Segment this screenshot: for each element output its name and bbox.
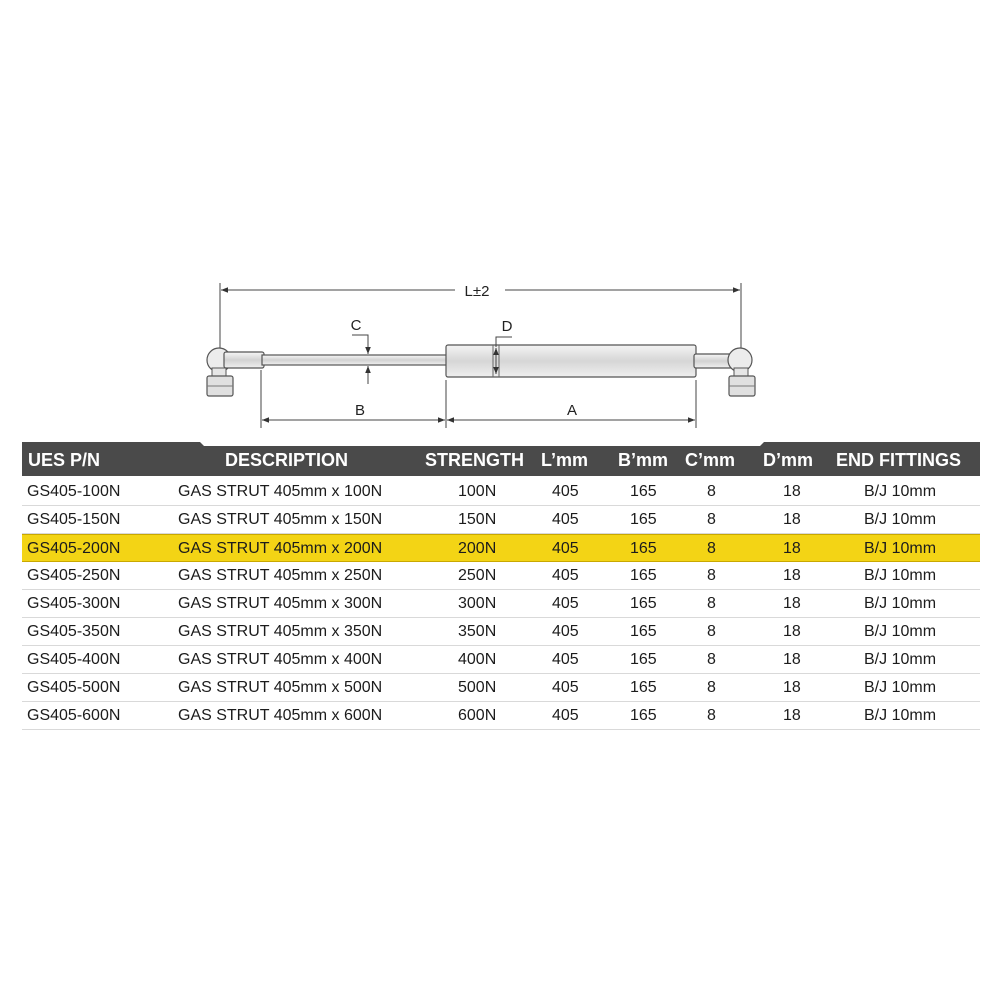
table-row bbox=[22, 646, 980, 674]
header-description: DESCRIPTION bbox=[225, 450, 349, 470]
description-cell: GAS STRUT 405mm x 500N bbox=[178, 679, 383, 696]
body-length-label: A bbox=[566, 402, 578, 419]
rod-diameter-dimension bbox=[351, 317, 368, 384]
d-mm-cell: 18 bbox=[783, 623, 801, 640]
l-mm-cell: 405 bbox=[552, 651, 579, 668]
description-cell: GAS STRUT 405mm x 100N bbox=[178, 483, 383, 500]
b-mm-cell: 165 bbox=[630, 483, 657, 500]
header-c-mm: C’mm bbox=[685, 450, 736, 470]
header-end-fittings: END FITTINGS bbox=[836, 450, 961, 470]
end-fittings-cell: B/J 10mm bbox=[864, 567, 937, 584]
c-mm-cell: 8 bbox=[707, 651, 716, 668]
part-number-cell: GS405-350N bbox=[27, 623, 121, 640]
rod-and-body-length-dimensions bbox=[261, 370, 696, 428]
l-mm-cell: 405 bbox=[552, 511, 579, 528]
c-mm-cell: 8 bbox=[707, 567, 716, 584]
b-mm-cell: 165 bbox=[630, 651, 657, 668]
header-strength: STRENGTH bbox=[425, 450, 524, 470]
piston-rod bbox=[262, 355, 448, 365]
strength-cell: 500N bbox=[458, 679, 497, 696]
right-end-fitting bbox=[694, 348, 755, 396]
header-b-mm: B’mm bbox=[618, 450, 669, 470]
b-mm-cell: 165 bbox=[630, 567, 657, 584]
table-body bbox=[22, 478, 980, 730]
strength-cell: 400N bbox=[458, 651, 497, 668]
d-mm-cell: 18 bbox=[783, 483, 801, 500]
strength-cell: 200N bbox=[458, 540, 497, 557]
description-cell: GAS STRUT 405mm x 400N bbox=[178, 651, 383, 668]
body-diameter-label: D bbox=[501, 318, 513, 335]
table-row bbox=[22, 618, 980, 646]
c-mm-cell: 8 bbox=[707, 595, 716, 612]
description-cell: GAS STRUT 405mm x 300N bbox=[178, 595, 383, 612]
strength-cell: 300N bbox=[458, 595, 497, 612]
end-fittings-cell: B/J 10mm bbox=[864, 623, 937, 640]
left-end-fitting bbox=[207, 348, 264, 396]
part-number-cell: GS405-150N bbox=[27, 511, 121, 528]
b-mm-cell: 165 bbox=[630, 679, 657, 696]
l-mm-cell: 405 bbox=[552, 623, 579, 640]
description-cell: GAS STRUT 405mm x 200N bbox=[178, 540, 383, 557]
cylinder-body bbox=[446, 345, 696, 377]
table-row bbox=[22, 674, 980, 702]
b-mm-cell: 165 bbox=[630, 595, 657, 612]
rod-length-label: B bbox=[354, 402, 366, 419]
header-d-mm: D’mm bbox=[763, 450, 814, 470]
part-number-cell: GS405-600N bbox=[27, 707, 121, 724]
b-mm-cell: 165 bbox=[630, 623, 657, 640]
strength-cell: 600N bbox=[458, 707, 497, 724]
l-mm-cell: 405 bbox=[552, 595, 579, 612]
end-fittings-cell: B/J 10mm bbox=[864, 595, 937, 612]
strength-cell: 100N bbox=[458, 483, 497, 500]
b-mm-cell: 165 bbox=[630, 540, 657, 557]
c-mm-cell: 8 bbox=[707, 540, 716, 557]
l-mm-cell: 405 bbox=[552, 540, 579, 557]
l-mm-cell: 405 bbox=[552, 483, 579, 500]
d-mm-cell: 18 bbox=[783, 679, 801, 696]
end-fittings-cell: B/J 10mm bbox=[864, 483, 937, 500]
part-number-cell: GS405-250N bbox=[27, 567, 121, 584]
l-mm-cell: 405 bbox=[552, 707, 579, 724]
part-number-cell: GS405-400N bbox=[27, 651, 121, 668]
part-number-cell: GS405-100N bbox=[27, 483, 121, 500]
description-cell: GAS STRUT 405mm x 350N bbox=[178, 623, 383, 640]
end-fittings-cell: B/J 10mm bbox=[864, 540, 937, 557]
l-mm-cell: 405 bbox=[552, 679, 579, 696]
end-fittings-cell: B/J 10mm bbox=[864, 511, 937, 528]
part-number-cell: GS405-200N bbox=[27, 540, 121, 557]
table-row-highlighted bbox=[22, 534, 980, 562]
b-mm-cell: 165 bbox=[630, 707, 657, 724]
length-label: L±2 bbox=[464, 283, 490, 300]
strength-cell: 350N bbox=[458, 623, 497, 640]
description-cell: GAS STRUT 405mm x 250N bbox=[178, 567, 383, 584]
c-mm-cell: 8 bbox=[707, 483, 716, 500]
c-mm-cell: 8 bbox=[707, 679, 716, 696]
table-row bbox=[22, 562, 980, 590]
table-row bbox=[22, 506, 980, 534]
d-mm-cell: 18 bbox=[783, 595, 801, 612]
gas-strut-dimension-diagram bbox=[0, 0, 1000, 440]
length-dimension bbox=[220, 283, 741, 352]
header-part-number: UES P/N bbox=[28, 450, 101, 470]
part-number-cell: GS405-300N bbox=[27, 595, 121, 612]
c-mm-cell: 8 bbox=[707, 511, 716, 528]
table-row bbox=[22, 478, 980, 506]
header-l-mm: L’mm bbox=[541, 450, 589, 470]
end-fittings-cell: B/J 10mm bbox=[864, 707, 937, 724]
d-mm-cell: 18 bbox=[783, 511, 801, 528]
description-cell: GAS STRUT 405mm x 150N bbox=[178, 511, 383, 528]
table-row bbox=[22, 590, 980, 618]
end-fittings-cell: B/J 10mm bbox=[864, 679, 937, 696]
l-mm-cell: 405 bbox=[552, 567, 579, 584]
d-mm-cell: 18 bbox=[783, 707, 801, 724]
b-mm-cell: 165 bbox=[630, 511, 657, 528]
d-mm-cell: 18 bbox=[783, 540, 801, 557]
rod-diameter-label: C bbox=[350, 317, 362, 334]
end-fittings-cell: B/J 10mm bbox=[864, 651, 937, 668]
d-mm-cell: 18 bbox=[783, 651, 801, 668]
strength-cell: 250N bbox=[458, 567, 497, 584]
part-number-cell: GS405-500N bbox=[27, 679, 121, 696]
d-mm-cell: 18 bbox=[783, 567, 801, 584]
table-row bbox=[22, 702, 980, 730]
c-mm-cell: 8 bbox=[707, 623, 716, 640]
description-cell: GAS STRUT 405mm x 600N bbox=[178, 707, 383, 724]
strength-cell: 150N bbox=[458, 511, 497, 528]
c-mm-cell: 8 bbox=[707, 707, 716, 724]
